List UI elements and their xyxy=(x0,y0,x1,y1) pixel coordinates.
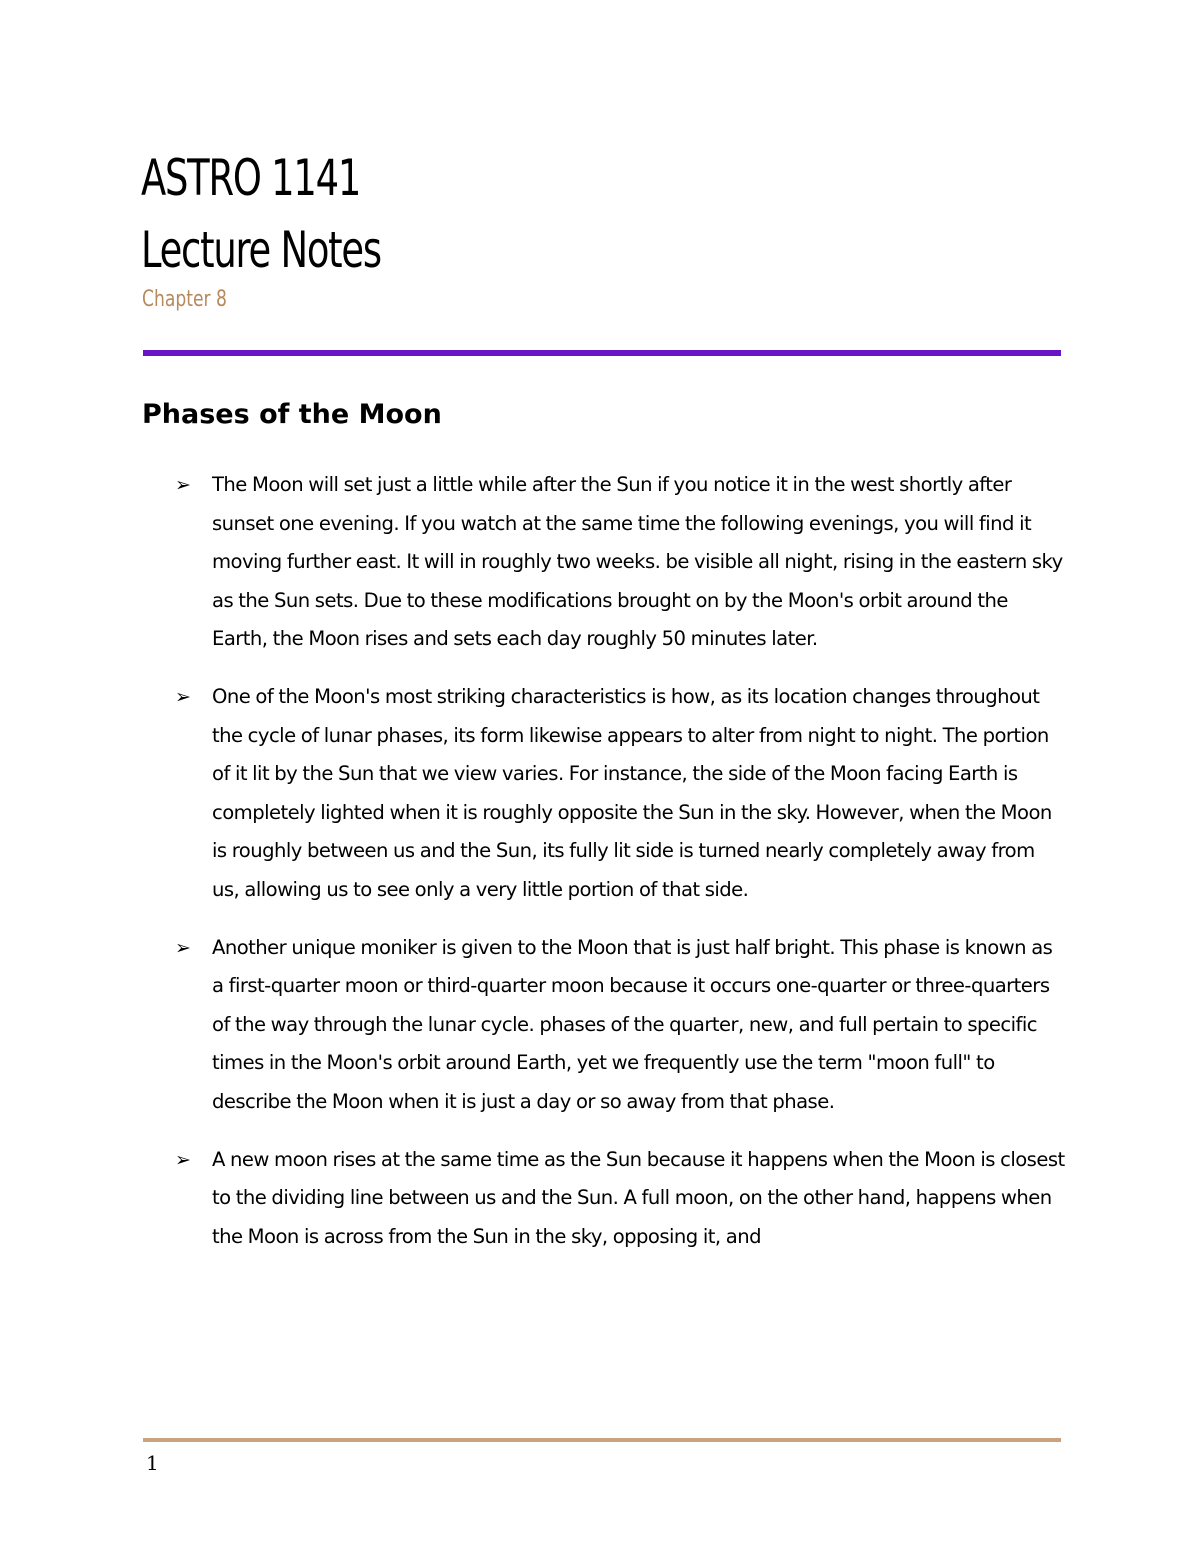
arrow-bullet-icon: ➢ xyxy=(175,936,191,959)
list-item xyxy=(175,1141,1065,1257)
footer-divider xyxy=(143,1438,1061,1442)
arrow-bullet-icon: ➢ xyxy=(175,474,191,496)
document-title: Lecture Notes xyxy=(141,221,381,279)
bullet-text: A new moon rises at the same time as the Sun because it happens when the Moon is closest to the dividing line between us and the Sun. A full moon, on the other hand, happens when the Moon is across from the Sun in the sky, opposing it, and xyxy=(212,1147,1065,1248)
course-title: ASTRO 1141 xyxy=(141,149,361,207)
list-item xyxy=(175,466,1065,659)
bullet-list xyxy=(175,466,1065,1275)
bullet-text: Another unique moniker is given to the Moon that is just half bright. This phase is known as a first-quarter moon or third-quarter moon because it occurs one-quarter or three-quarters of the way through the lunar cycle. phases of the quarter, new, and full pertain to specific times in the Moon's orbit around Earth, yet we frequently use the term "moon full" to describe the Moon when it is just a day or so away from that phase. xyxy=(212,935,1053,1113)
bullet-text: The Moon will set just a little while after the Sun if you notice it in the west shortly after sunset one evening. If you watch at the same time the following evenings, you will find it moving further east. It will in roughly two weeks. be visible all night, rising in the eastern sky as the Sun sets. Due to these modifications brought on by the Moon's orbit around the Earth, the Moon rises and sets each day roughly 50 minutes later. xyxy=(212,473,1063,651)
header-divider xyxy=(143,350,1061,356)
page-number: 1 xyxy=(146,1451,159,1475)
chapter-subtitle: Chapter 8 xyxy=(142,287,227,312)
list-item xyxy=(175,678,1065,910)
list-item xyxy=(175,929,1065,1122)
arrow-bullet-icon: ➢ xyxy=(175,1148,191,1171)
bullet-text: One of the Moon's most striking characteristics is how, as its location changes throughout the cycle of lunar phases, its form likewise appears to alter from night to night. The portion of it lit by the Sun that we view varies. For instance, the side of the Moon facing Earth is completely lighted when it is roughly opposite the Sun in the sky. However, when the Moon is roughly between us and the Sun, its fully lit side is turned nearly completely away from us, allowing us to see only a very little portion of that side. xyxy=(212,684,1052,901)
section-heading: Phases of the Moon xyxy=(142,399,442,430)
arrow-bullet-icon: ➢ xyxy=(175,685,191,708)
